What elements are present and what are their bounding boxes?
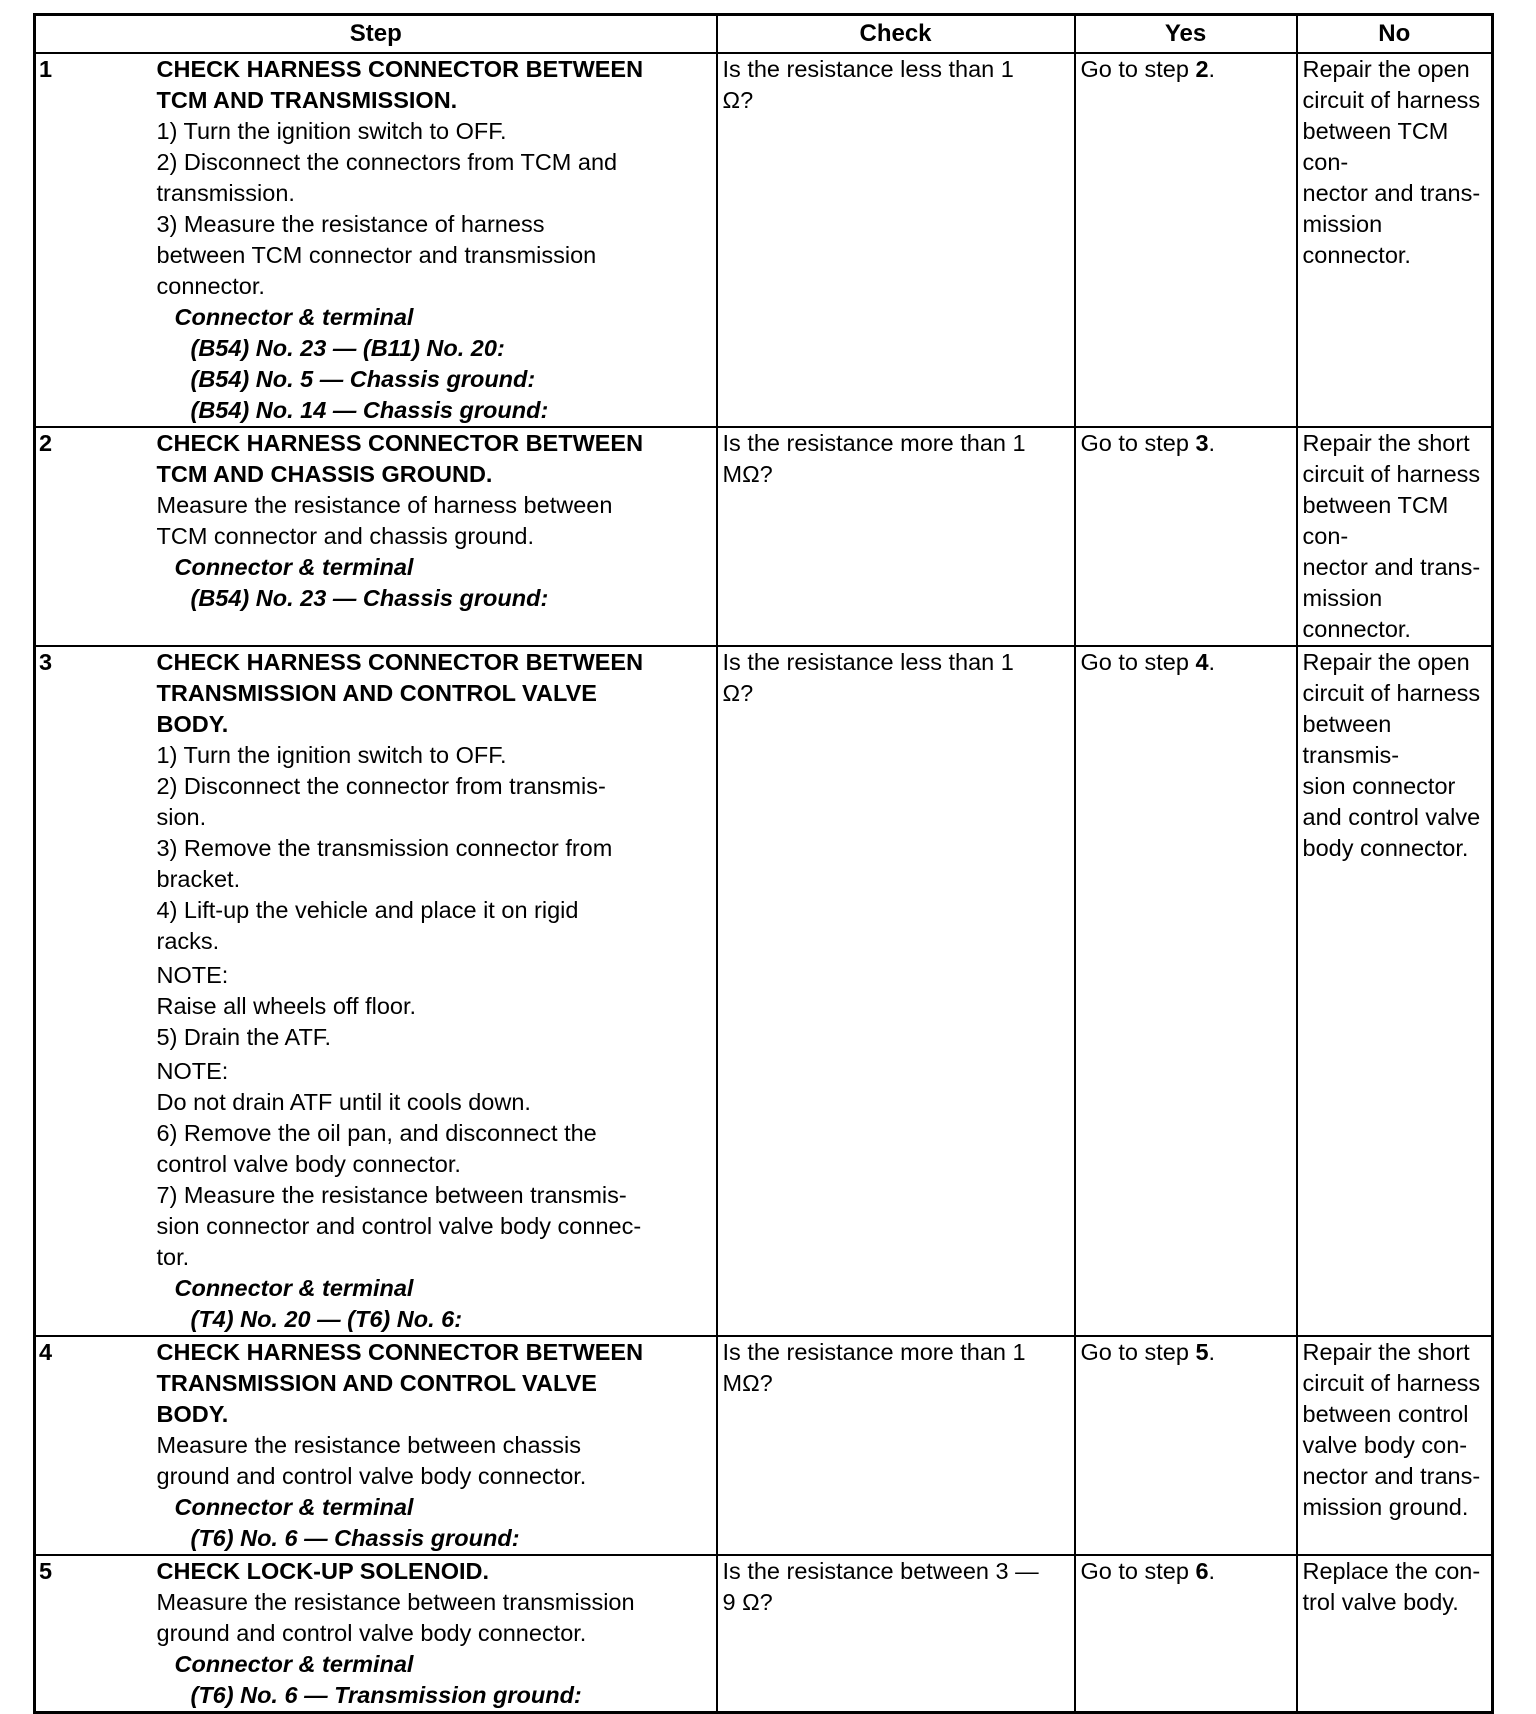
- check-cell: [717, 646, 1075, 1336]
- yes-text: Go to step: [1080, 1558, 1196, 1584]
- no-line: Repair the short: [1302, 430, 1470, 456]
- procedure-line: connector.: [156, 273, 265, 299]
- procedure-line: between TCM connector and transmission: [156, 242, 597, 268]
- procedure-line: 3) Measure the resistance of harness: [156, 211, 545, 237]
- procedure-line: 6) Remove the oil pan, and disconnect the: [156, 1120, 597, 1146]
- check-line: Is the resistance more than 1: [722, 430, 1026, 456]
- step-title-line: TRANSMISSION AND CONTROL VALVE: [156, 680, 597, 706]
- spec-heading: Connector & terminal: [174, 1651, 414, 1677]
- yes-step-number: 3: [1195, 430, 1209, 456]
- procedure-line: control valve body connector.: [156, 1151, 461, 1177]
- procedure-line: transmission.: [156, 180, 295, 206]
- no-cell: [1297, 1336, 1493, 1555]
- no-line: and control valve: [1302, 804, 1481, 830]
- spec-value: (T6) No. 6 — Transmission ground:: [190, 1682, 582, 1708]
- no-line: Repair the open: [1302, 649, 1470, 675]
- check-cell: [717, 53, 1075, 427]
- step-title-line: CHECK HARNESS CONNECTOR BETWEEN: [156, 649, 644, 675]
- procedure-line: 1) Turn the ignition switch to OFF.: [156, 118, 507, 144]
- no-line: trol valve body.: [1302, 1589, 1459, 1615]
- yes-text: Go to step: [1080, 1339, 1196, 1365]
- no-line: Replace the con-: [1302, 1558, 1481, 1584]
- step-number: 3: [35, 646, 157, 1336]
- procedure-line: tor.: [156, 1244, 190, 1270]
- step-title-line: CHECK HARNESS CONNECTOR BETWEEN: [156, 430, 644, 456]
- no-line: between transmis-: [1302, 711, 1400, 768]
- check-line: MΩ?: [722, 461, 773, 487]
- procedure-line: 3) Remove the transmission connector from: [156, 835, 613, 861]
- step-procedure: [157, 646, 717, 1336]
- step-number: 4: [35, 1336, 157, 1555]
- yes-step-number: 5: [1195, 1339, 1209, 1365]
- no-cell: [1297, 53, 1493, 427]
- procedure-line: 5) Drain the ATF.: [156, 1024, 332, 1050]
- step-procedure: [157, 1555, 717, 1713]
- procedure-line: 4) Lift-up the vehicle and place it on rigid: [156, 897, 579, 923]
- step-title-line: BODY.: [156, 711, 229, 737]
- step-title-line: CHECK HARNESS CONNECTOR BETWEEN: [156, 1339, 644, 1365]
- spec-value: (T4) No. 20 — (T6) No. 6:: [190, 1306, 463, 1332]
- check-line: Is the resistance between 3 —: [722, 1558, 1039, 1584]
- yes-cell: Go to step 3.: [1075, 427, 1297, 646]
- yes-cell: Go to step 6.: [1075, 1555, 1297, 1713]
- spec-heading: Connector & terminal: [174, 1494, 414, 1520]
- spec-value: (B54) No. 14 — Chassis ground:: [190, 397, 549, 423]
- spec-heading: Connector & terminal: [174, 554, 414, 580]
- check-line: Is the resistance less than 1: [722, 649, 1014, 675]
- no-line: mission connector.: [1302, 211, 1411, 268]
- procedure-line: 2) Disconnect the connector from transmis-: [156, 773, 606, 799]
- spec-value: (B54) No. 23 — Chassis ground:: [190, 585, 549, 611]
- no-line: sion connector: [1302, 773, 1456, 799]
- note-label: NOTE:: [156, 1058, 229, 1084]
- no-line: Repair the short: [1302, 1339, 1470, 1365]
- yes-text: Go to step: [1080, 430, 1196, 456]
- no-line: nector and trans-: [1302, 180, 1481, 206]
- check-cell: [717, 1555, 1075, 1713]
- step-procedure: [157, 1336, 717, 1555]
- no-line: body connector.: [1302, 835, 1469, 861]
- step-title-line: CHECK HARNESS CONNECTOR BETWEEN: [156, 56, 644, 82]
- spec-value: (B54) No. 23 — (B11) No. 20:: [190, 335, 505, 361]
- procedure-line: 1) Turn the ignition switch to OFF.: [156, 742, 507, 768]
- no-line: circuit of harness: [1302, 87, 1481, 113]
- procedure-line: ground and control valve body connector.: [156, 1463, 587, 1489]
- no-line: mission connector.: [1302, 585, 1411, 642]
- step-number: 5: [35, 1555, 157, 1713]
- no-cell: [1297, 646, 1493, 1336]
- procedure-line: bracket.: [156, 866, 241, 892]
- table-row: [35, 1555, 1493, 1713]
- check-line: 9 Ω?: [722, 1589, 773, 1615]
- step-procedure: [157, 427, 717, 646]
- procedure-line: sion connector and control valve body connec-: [156, 1213, 642, 1239]
- step-title-line: TCM AND CHASSIS GROUND.: [156, 461, 493, 487]
- procedure-line: Do not drain ATF until it cools down.: [156, 1089, 531, 1115]
- procedure-line: racks.: [156, 928, 220, 954]
- no-cell: [1297, 1555, 1493, 1713]
- procedure-line: 2) Disconnect the connectors from TCM and: [156, 149, 618, 175]
- header-yes: Yes: [1075, 15, 1297, 54]
- no-line: between TCM con-: [1302, 118, 1449, 175]
- no-line: nector and trans-: [1302, 554, 1481, 580]
- yes-cell: Go to step 4.: [1075, 646, 1297, 1336]
- yes-cell: Go to step 5.: [1075, 1336, 1297, 1555]
- no-line: nector and trans-: [1302, 1463, 1481, 1489]
- no-cell: [1297, 427, 1493, 646]
- no-line: circuit of harness: [1302, 680, 1481, 706]
- spec-value: (T6) No. 6 — Chassis ground:: [190, 1525, 520, 1551]
- check-line: Is the resistance less than 1: [722, 56, 1014, 82]
- procedure-line: Measure the resistance between transmission: [156, 1589, 635, 1615]
- no-line: circuit of harness: [1302, 1370, 1481, 1396]
- step-title-line: TRANSMISSION AND CONTROL VALVE: [156, 1370, 597, 1396]
- check-line: Ω?: [722, 87, 754, 113]
- yes-cell: Go to step 2.: [1075, 53, 1297, 427]
- procedure-line: Raise all wheels off floor.: [156, 993, 417, 1019]
- step-number: 1: [35, 53, 157, 427]
- check-line: MΩ?: [722, 1370, 773, 1396]
- step-title-line: TCM AND TRANSMISSION.: [156, 87, 458, 113]
- step-procedure: [157, 53, 717, 427]
- table-row: [35, 427, 1493, 646]
- yes-step-number: 4: [1195, 649, 1209, 675]
- spec-value: (B54) No. 5 — Chassis ground:: [190, 366, 536, 392]
- spec-heading: Connector & terminal: [174, 1275, 414, 1301]
- yes-text: Go to step: [1080, 649, 1196, 675]
- no-line: between control: [1302, 1401, 1469, 1427]
- procedure-line: ground and control valve body connector.: [156, 1620, 587, 1646]
- no-line: between TCM con-: [1302, 492, 1449, 549]
- header-check: Check: [717, 15, 1075, 54]
- procedure-line: Measure the resistance of harness between: [156, 492, 613, 518]
- check-line: Is the resistance more than 1: [722, 1339, 1026, 1365]
- no-line: valve body con-: [1302, 1432, 1468, 1458]
- no-line: circuit of harness: [1302, 461, 1481, 487]
- check-cell: [717, 427, 1075, 646]
- table-body: [35, 53, 1493, 1713]
- procedure-line: 7) Measure the resistance between transmis-: [156, 1182, 627, 1208]
- note-label: NOTE:: [156, 962, 229, 988]
- step-title-line: CHECK LOCK-UP SOLENOID.: [156, 1558, 489, 1584]
- header-step: Step: [35, 15, 717, 54]
- table-row: [35, 53, 1493, 427]
- diagnostic-table: [33, 13, 1494, 1714]
- yes-step-number: 6: [1195, 1558, 1209, 1584]
- procedure-line: TCM connector and chassis ground.: [156, 523, 534, 549]
- no-line: mission ground.: [1302, 1494, 1469, 1520]
- yes-step-number: 2: [1195, 56, 1209, 82]
- procedure-line: sion.: [156, 804, 207, 830]
- table-row: [35, 1336, 1493, 1555]
- spec-heading: Connector & terminal: [174, 304, 414, 330]
- check-line: Ω?: [722, 680, 754, 706]
- table-row: [35, 646, 1493, 1336]
- yes-text: Go to step: [1080, 56, 1196, 82]
- procedure-line: Measure the resistance between chassis: [156, 1432, 582, 1458]
- step-number: 2: [35, 427, 157, 646]
- step-title-line: BODY.: [156, 1401, 229, 1427]
- header-row: [35, 15, 1493, 54]
- header-no: No: [1297, 15, 1493, 54]
- check-cell: [717, 1336, 1075, 1555]
- no-line: Repair the open: [1302, 56, 1470, 82]
